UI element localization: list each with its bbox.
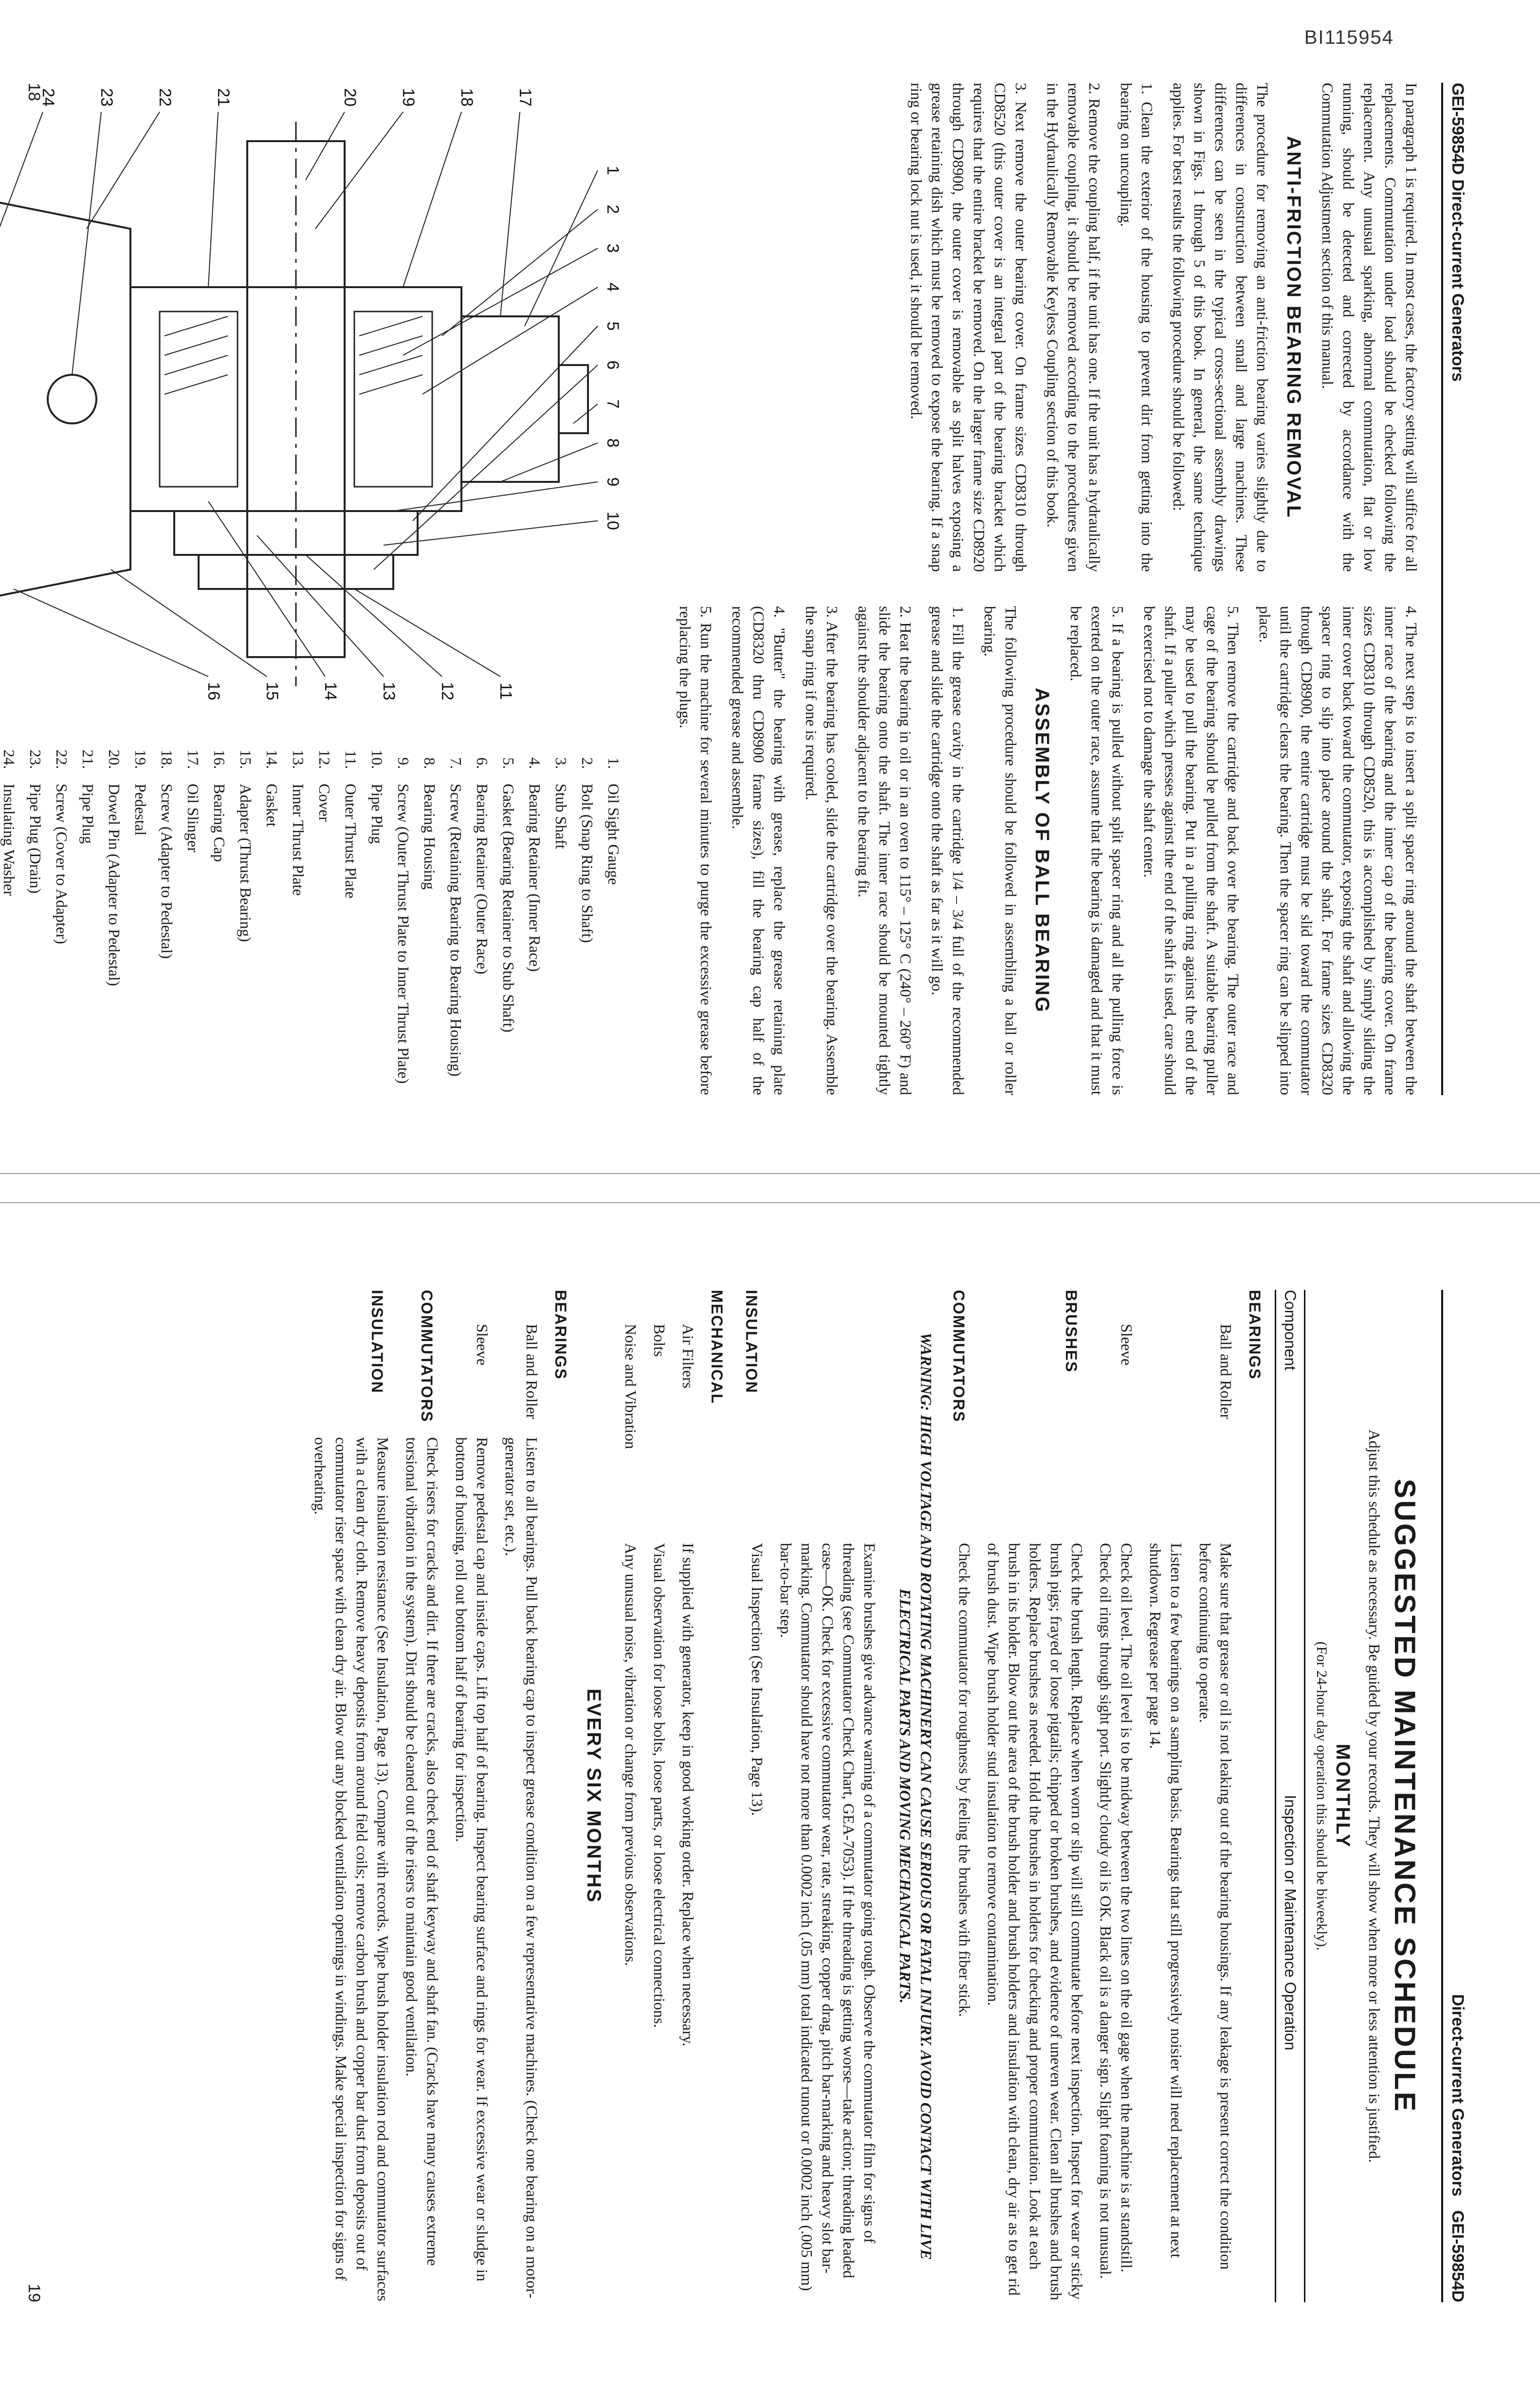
bearing-lower [160, 312, 238, 487]
inspection-cell: Check oil level. The oil level is to be midway between the two lines on the oil gage when the machine is at standstill. Check oil rings through sight port. Slightly cloudy oil is OK. Black oil is a danger sign. Slight foaming is not unusual. [1097, 1543, 1136, 2279]
ball-bearing-paragraph: 2. Heat the bearing in oil or in an oven to 115° – 125° C (240° – 260° F) and slide the bearing onto the shaft. The inner race should be mounted tightly against the shoulder adjacent to the bearing fit. [855, 606, 915, 1095]
legend-item: 10. Pipe Plug [368, 750, 386, 844]
inspection-cell: Visual observation for loose bolts, loose parts, or loose electrical connections. [651, 1543, 668, 2028]
table-row [397, 1290, 447, 2302]
table-header-row [1276, 1290, 1305, 2302]
inspection-cell: Any unusual noise, vibration or change from previous observations. [622, 1543, 640, 1966]
running-head [1441, 1290, 1467, 2302]
component-cell [771, 1290, 884, 1543]
callout-number: 5 [604, 321, 622, 331]
component-cell: INSULATION [743, 1290, 760, 1394]
legend-item: 8. Bearing Housing [421, 757, 439, 890]
period-note: (For 24-hour day operation this should be biweekly). [1314, 1641, 1330, 1951]
legend-item: 21. Pipe Plug [79, 750, 97, 844]
table-row [1240, 1290, 1276, 2302]
callout-number: 9 [604, 477, 622, 487]
table-row [884, 1290, 944, 2302]
table-row [1091, 1290, 1141, 2302]
callout-number: 13 [380, 682, 398, 700]
legend-item: 1. Oil Sight Gauge [605, 757, 623, 885]
manual-page-19 [0, 1217, 1540, 2375]
callout-number: 24 [39, 88, 57, 107]
callout-number: 8 [604, 438, 622, 448]
callout-number: 23 [97, 88, 116, 107]
figure-6 [0, 83, 646, 1095]
legend-item: 3. Stub Shaft [552, 757, 570, 849]
callout-number: 4 [604, 282, 622, 292]
inspection-cell: Listen to all bearings. Pull back bearing cap to inspect grease condition on a few representative machines. (Check one bearing on a motor-generator set, etc.). [502, 1437, 541, 2299]
legend-item: 18. Screw (Adapter to Pedestal) [158, 750, 176, 959]
bearing-assembly-drawing [0, 83, 646, 716]
legend-item: 24. Insulating Washer [0, 750, 18, 896]
inspection-cell [1240, 1543, 1276, 2302]
manual-page-18 [0, 10, 1540, 1168]
monthly-rows [616, 1290, 1276, 2302]
inspection-cell: Check the brush length. Replace when worn or slip will still commutate before next inspection. Inspect for wear or sticky brush pigs; frayed or loose pigtails; chipped or broken brushes, and evidence of uneven wear. Clean all brushes and brush holders. Replace brushes as needed. Hold the brushes in holders for checking and proper commutation. Look at each brush in its holder. Blow out the area of the brush holder and brush holders and insulation with clean, dry air as to get rid of brush dust. Wipe brush holder stud insulation to remove contamination. [985, 1543, 1086, 2301]
antifriction-paragraph: 5. Then remove the cartridge and back over the bearing. The outer race and cage of the bearing should be pulled from the shaft. A suitable bearing puller may be used to pull the bearing. Put in a pulling ring against the end of the shaft. If a puller which presses against the end of the shaft is used, care should be exercised not to damage the shaft center. [1141, 606, 1242, 1095]
legend-item: 16. Bearing Cap [211, 750, 228, 862]
component-cell: Bolts [651, 1324, 668, 1357]
component-cell: BRUSHES [1063, 1290, 1080, 1373]
ball-bearing-paragraph: 4. "Butter" the bearing with grease, replace the grease retaining plate (CD8320 thru CD8900 frame sizes), fill the bearing cap half of the recommended grease and assemble. [729, 606, 788, 1095]
page-number: 18 [25, 83, 43, 101]
page-number: 19 [25, 2284, 43, 2302]
text-columns [664, 83, 1422, 1095]
antifriction-paragraph: 3. Next remove the outer bearing cover. On frame sizes CD8310 through CD8520 (this outer cover is an integral part of the bearing bracket which requires that the entire bracket be removed. On the larger frame size CD8920 through CD8900, the outer cover is removable as split halves exposing a grease retaining dish which must be removed to expose the bearing. If a snap ring or bearing lock nut is used, it should be removed. [908, 83, 1030, 572]
six-month-rows [306, 1290, 581, 2302]
table-row [771, 1290, 884, 2302]
component-cell: Noise and Vibration [622, 1324, 640, 1449]
pedestal-outline [0, 200, 130, 599]
component-cell: INSULATION [368, 1290, 386, 1394]
legend-item: 7. Screw (Retaining Bearing to Bearing Housing) [447, 757, 465, 1077]
component-cell: Ball and Roller [1217, 1324, 1235, 1419]
legend-item: 15. Adapter (Thrust Bearing) [237, 750, 255, 942]
inspection-cell: Check the commutator for roughness by feeling the brushes with fiber stick. [956, 1543, 973, 2017]
callout-number: 12 [438, 682, 457, 700]
table-row [979, 1290, 1091, 2302]
inspection-cell: Check risers for cracks and dirt. If there are cracks, also check end of shaft keyway and shaft fan. (Cracks have many causes extreme torsional vibration in the system). Dirt should be cleaned out of the risers to maintain good ventilation. [403, 1437, 441, 2266]
callout-number: 7 [604, 399, 622, 409]
page-fold-line [0, 1173, 1540, 1174]
table-row [1141, 1290, 1191, 2302]
legend-item: 23. Pipe Plug (Drain) [27, 750, 44, 894]
column-header-component: Component [1276, 1290, 1305, 1543]
section-heading-antifriction: ANTI-FRICTION BEARING REMOVAL [1283, 136, 1304, 519]
table-row [944, 1290, 979, 2302]
antifriction-paragraph: 2. Remove the coupling half, if the unit has one. If the unit has a hydraulically removable coupling, it should be removed according to the procedures given in the Hydraulically Removable Keyless Coupling section of this book. [1044, 83, 1103, 572]
ball-bearing-paragraph: The following procedure should be followed in assembling a ball or roller bearing. [981, 606, 1020, 1095]
antifriction-paragraph: 4. The next step is to insert a split spacer ring around the shaft between the inner race of the bearing and the inner cap of the bearing cover. On frame sizes CD8310 through CD8520, this is accomplished by simply sliding the inner cover back toward the commutator, exposing the shaft and allowing the spacer ring to slip into place around the shaft. For frame sizes CD8320 through CD8900, the entire cartridge must be slid toward the commutator until the cartridge clears the bearing. Then the spacer ring can be slipped into place. [1256, 606, 1420, 1095]
antifriction-paragraph: 5. If a bearing is pulled without split spacer ring and all the pulling force is exerted on the outer race, assume that the bearing is damaged and that it must be replaced. [1067, 606, 1127, 1095]
table-row [546, 1290, 581, 2302]
callout-number: 6 [604, 360, 622, 370]
table-row [1191, 1290, 1240, 2302]
inspection-cell: Make sure that grease or oil is not leaking out of the bearing housings. If any leakage is present correct the condition before continuing to operate. [1196, 1543, 1235, 2270]
component-cell: COMMUTATORS [950, 1290, 968, 1423]
legend-item: 9. Screw (Outer Thrust Plate to Inner Thrust Plate) [395, 757, 412, 1084]
legend-item: 12. Cover [316, 750, 333, 822]
legend-item: 22. Screw (Cover to Adapter) [53, 750, 71, 944]
inspection-cell: Measure insulation resistance (See Insulation, Page 13). Compare with records. Wipe brush holder insulation rod and commutator surfaces with a clean dry cloth. Remove heavy deposits from around field coils; remove carbon brush and copper bar dust from deposits out of commutator riser space with clean dry air. Blow out any blocked ventilation openings in windings. Make special inspection for signs of overheating. [312, 1437, 392, 2302]
hatched-races [165, 316, 422, 394]
callout-leaders [0, 112, 598, 677]
running-head-title: Direct-current Generators [1448, 1994, 1467, 2197]
inspection-cell: Remove pedestal cap and inside caps. Lift top half of bearing. Inspect bearing surface and rings for wear. If excessive wear or sludge in bottom of housing, roll out bottom half of bearing for inspection. [453, 1437, 491, 2282]
table-row [306, 1290, 397, 2302]
legend-item: 2. Bolt (Snap Ring to Shaft) [579, 757, 596, 943]
callout-number: 10 [604, 512, 622, 530]
component-cell [1141, 1290, 1191, 1543]
inspection-cell [702, 1543, 737, 2302]
legend-item: 13. Inner Thrust Plate [290, 750, 307, 896]
ball-bearing-paragraph: 3. After the bearing has cooled, slide the cartridge over the bearing. Assemble the snap ring if one is required. [803, 606, 841, 1095]
component-cell: BEARINGS [1246, 1290, 1264, 1380]
legend-item: 19. Pedestal [132, 750, 149, 836]
callout-number: 2 [604, 204, 622, 214]
callout-number: 1 [604, 165, 622, 175]
warning-text: WARNING: HIGH VOLTAGE AND ROTATING MACHINERY CAN CAUSE SERIOUS OR FATAL INJURY. AVOID CONTACT WITH LIVE ELECTRICAL PARTS AND MOVING MECHANICAL PARTS. [897, 1332, 935, 2260]
period-heading-six-months: EVERY SIX MONTHS [583, 1688, 605, 1904]
oil-sight-gauge-drawing [48, 375, 96, 423]
running-head-doc-number: GEI-59854D [1448, 2210, 1467, 2302]
legend-item: 5. Gasket (Bearing Retainer to Stub Shaft) [500, 757, 517, 1032]
parts-legend [0, 740, 646, 1095]
ball-bearing-paragraph: 5. Run the machine for several minutes to purge the excessive grease before replacing the plugs. [677, 606, 715, 1095]
legend-item: 4. Bearing Retainer (Inner Race) [526, 757, 544, 972]
component-cell: Sleeve [1118, 1324, 1136, 1366]
callout-number: 18 [458, 88, 476, 107]
callout-number: 11 [496, 682, 515, 700]
legend-item: 20. Dowel Pin (Adapter to Pedestal) [106, 750, 123, 986]
callout-number: 20 [341, 88, 359, 107]
component-cell: COMMUTATORS [418, 1290, 436, 1423]
table-row [737, 1290, 771, 2302]
component-cell: MECHANICAL [708, 1290, 726, 1405]
legend-item: 11. Outer Thrust Plate [342, 750, 360, 899]
callout-number: 14 [321, 682, 340, 700]
legend-item: 14. Gasket [263, 750, 281, 827]
legend-item: 17. Oil Slinger [184, 750, 202, 853]
table-row [496, 1290, 546, 2302]
component-cell: Sleeve [474, 1324, 491, 1366]
ball-bearing-paragraph: 1. Fill the grease cavity in the cartridge 1/4 – 3/4 full of the recommended grease and slide the cartridge onto the shaft as far as it will go. [929, 606, 967, 1095]
component-cell: Ball and Roller [523, 1324, 541, 1419]
table-row [674, 1290, 702, 2302]
schedule-intro: Adjust this schedule as necessary. Be guided by your records. They will show when more or less attention is justified. [1366, 1429, 1383, 2163]
maintenance-table-six-months [306, 1290, 581, 2302]
callout-number: 15 [263, 682, 281, 700]
callout-number: 16 [204, 682, 223, 700]
antifriction-paragraph: The procedure for removing an anti-friction bearing varies slightly due to differences in construction between small and large machines. These differences can be seen in the typical cross-sectional assembly drawings shown in Figs. 1 through 5 of this book. In general, the same technique applies. For best results the following procedure should be followed: [1170, 83, 1271, 572]
schedule-title: SUGGESTED MAINTENANCE SCHEDULE [1389, 1479, 1421, 2113]
period-heading-monthly: MONTHLY [1332, 1743, 1354, 1849]
inspection-cell: Listen to a few bearings on a sampling basis. Bearings that still progressively noisier will need replacement at next shutdown. Regrease per page 14. [1147, 1543, 1185, 2258]
callout-number: 19 [399, 88, 418, 107]
table-row [616, 1290, 645, 2302]
callout-number: 22 [156, 88, 174, 107]
text-column-right [664, 606, 1422, 1095]
antifriction-paragraph: 1. Clean the exterior of the housing to prevent dirt from getting into the bearing on uncoupling. [1118, 83, 1156, 572]
column-header-inspection: Inspection or Maintenance Operation [1276, 1543, 1305, 2302]
bearing-upper [354, 312, 432, 487]
running-head-title: GEI-59854D Direct-current Generators [1448, 83, 1467, 382]
section-heading-ball-bearing: ASSEMBLY OF BALL BEARING [1031, 687, 1053, 1014]
table-row [447, 1290, 496, 2302]
table-row [645, 1290, 674, 2302]
maintenance-table [616, 1290, 1305, 2302]
inspection-cell: Visual Inspection (See Insulation, Page 13). [749, 1543, 766, 1816]
inspection-cell: If supplied with generator, keep in good working order. Replace when necessary. [679, 1543, 697, 2047]
document-scan-id: BI115954 [1304, 27, 1394, 48]
text-column-left [664, 83, 1422, 572]
callout-number: 17 [516, 88, 534, 107]
inspection-cell [546, 1437, 581, 2302]
inspection-cell: Examine brushes give advance warning of a commutator going rough. Observe the commutator film for signs of threading (see Commutator Check Chart, GEA-7053). If the threading is getting worse—take action; threading leaded case—OK. Check for excessive commutator wear, rate, streaking, copper drag, pitch bar-marking and heavy slot bar-marking. Commutator should have not more than 0.0002 inch (.05 mm) total indicated runout or 0.0002 inch (.005 mm) bar-to-bar step. [777, 1543, 879, 2291]
intro-paragraph: In paragraph 1 is required. In most cases, the factory setting will suffice for all replacements. Commutation under load should be checked following the replacement. Any unusual sparking, abnormal commutation, flat or low running, should be detected and corrected by accordance with the Commutation Adjustment section of this manual. [1319, 83, 1420, 572]
table-row [702, 1290, 737, 2302]
legend-item: 6. Bearing Retainer (Outer Race) [474, 757, 491, 974]
component-cell: Air Filters [679, 1324, 697, 1389]
page-fold-line [0, 1202, 1540, 1203]
component-cell: BEARINGS [552, 1290, 569, 1380]
callout-number: 3 [604, 243, 622, 253]
callout-number: 21 [214, 88, 233, 107]
running-head [1441, 83, 1467, 1095]
